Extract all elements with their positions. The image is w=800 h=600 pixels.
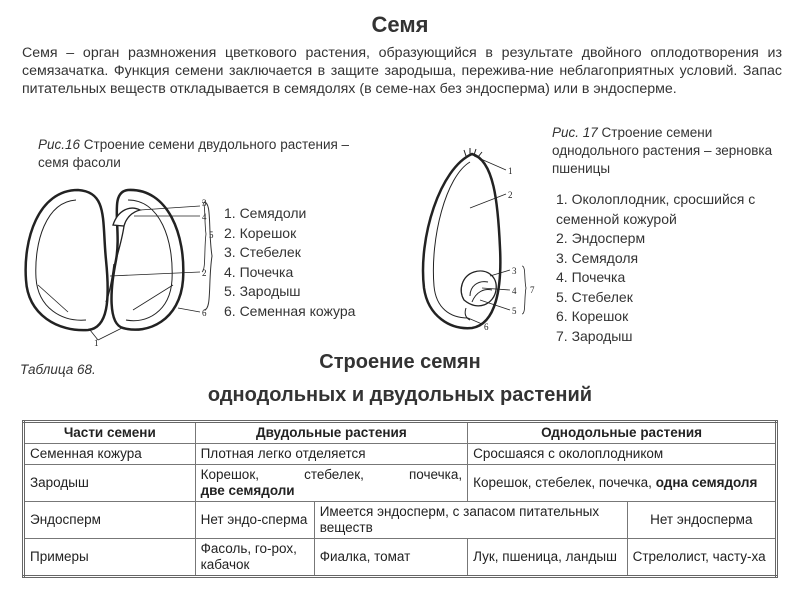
table-cell: Нет эндосперма xyxy=(627,502,776,539)
table-header-row xyxy=(24,422,777,444)
table-cell xyxy=(195,465,468,502)
fig17-callout-5: 5 xyxy=(512,306,517,316)
row-label: Семенная кожура xyxy=(24,444,196,465)
fig17-caption-text: Строение семени однодольного растения – зерновка пшеницы xyxy=(552,125,773,176)
wheat-grain-illustration xyxy=(410,148,550,348)
fig16-callout-3: 3 xyxy=(202,198,207,208)
table-caption: Таблица 68. xyxy=(20,362,96,377)
cell-text: Корешок, стебелек, почечка, xyxy=(473,475,652,490)
fig16-legend xyxy=(224,204,394,321)
fig16-legend-item: 5. Зародыш xyxy=(224,283,301,299)
cell-bold-text: две семядоли xyxy=(200,483,295,498)
fig17-callout-3: 3 xyxy=(512,266,517,276)
fig16-legend-item: 2. Корешок xyxy=(224,224,297,241)
fig16-callout-1: 1 xyxy=(94,338,99,348)
table-row xyxy=(24,502,777,539)
fig17-legend xyxy=(556,190,788,346)
table-row xyxy=(24,539,777,577)
intro-paragraph: Семя – орган размножения цветкового растения, образующийся в результате двойного оплодотворения из семязачатка. Функция семени заключается в защите зародыша, пережива-ние неблагоприятных условий. Запас питательных веществ откладывается в семядолях (в семе-нах без эндосперма) или в эндосперме. xyxy=(22,45,782,97)
fig16-callout-4: 4 xyxy=(202,212,207,222)
fig16-callout-2: 2 xyxy=(202,268,207,278)
header-cell: Двудольные растения xyxy=(195,422,468,444)
fig16-legend-item: 1. Семядоли xyxy=(224,205,307,221)
fig17-caption-number: Рис. 17 xyxy=(552,125,598,140)
table-cell: Фасоль, го-рох, кабачок xyxy=(195,539,314,577)
table-title xyxy=(0,350,800,408)
table-cell: Лук, пшеница, ландыш xyxy=(468,539,627,577)
table-row xyxy=(24,444,777,465)
table-cell: Стрелолист, часту-ха xyxy=(627,539,776,577)
fig16-legend-item: 3. Стебелек xyxy=(224,244,301,260)
header-cell: Части семени xyxy=(24,422,196,444)
fig17-callout-1: 1 xyxy=(508,166,513,176)
fig17-legend-item: 7. Зародыш xyxy=(556,327,633,344)
fig16-legend-bracket xyxy=(200,200,220,320)
table-cell: Плотная легко отделяется xyxy=(195,444,468,465)
fig17-caption xyxy=(552,124,782,178)
table-title-line-1: Строение семян xyxy=(319,351,481,373)
page-title: Семя xyxy=(371,12,429,37)
seed-structure-table xyxy=(22,420,778,578)
row-label: Зародыш xyxy=(24,465,196,502)
fig16-caption-text: Строение семени двудольного растения – семя фасоли xyxy=(38,137,350,170)
table-cell: Фиалка, томат xyxy=(314,539,467,577)
cell-bold-text: одна семядоля xyxy=(655,475,758,490)
fig16-callout-6: 6 xyxy=(202,308,207,318)
fig17-legend-item: 5. Стебелек xyxy=(556,288,633,305)
cell-text: Корешок, стебелек, почечка, xyxy=(200,467,463,482)
table-cell: Нет эндо-сперма xyxy=(195,502,314,539)
fig17-legend-item: 2. Эндосперм xyxy=(556,230,646,246)
fig17-legend-item: 3. Семядоля xyxy=(556,249,639,266)
table-row xyxy=(24,465,777,502)
header-cell: Однодольные растения xyxy=(468,422,777,444)
table-cell xyxy=(468,465,777,502)
row-label: Эндосперм xyxy=(24,502,196,539)
fig17-callout-6: 6 xyxy=(484,322,489,332)
fig16-callout-5: 5 xyxy=(209,230,214,240)
fig17-callout-7: 7 xyxy=(530,285,535,295)
table-title-line-2: однодольных и двудольных растений xyxy=(207,384,593,406)
table-cell: Сросшаяся с околоплодником xyxy=(468,444,777,465)
fig16-legend-item: 6. Семенная кожура xyxy=(224,302,356,319)
fig17-legend-item: 1. Околоплодник, сросшийся с семенной кожурой xyxy=(556,191,756,227)
fig16-caption-number: Рис.16 xyxy=(38,137,81,152)
fig17-legend-item: 4. Почечка xyxy=(556,269,626,285)
bean-seed-illustration xyxy=(18,180,218,350)
row-label: Примеры xyxy=(24,539,196,577)
table-cell: Имеется эндосперм, с запасом питательных веществ xyxy=(314,502,627,539)
fig17-callout-2: 2 xyxy=(508,190,513,200)
fig16-caption xyxy=(38,136,358,172)
fig16-legend-item: 4. Почечка xyxy=(224,263,294,280)
fig17-callout-4: 4 xyxy=(512,286,517,296)
fig17-legend-item: 6. Корешок xyxy=(556,308,629,324)
